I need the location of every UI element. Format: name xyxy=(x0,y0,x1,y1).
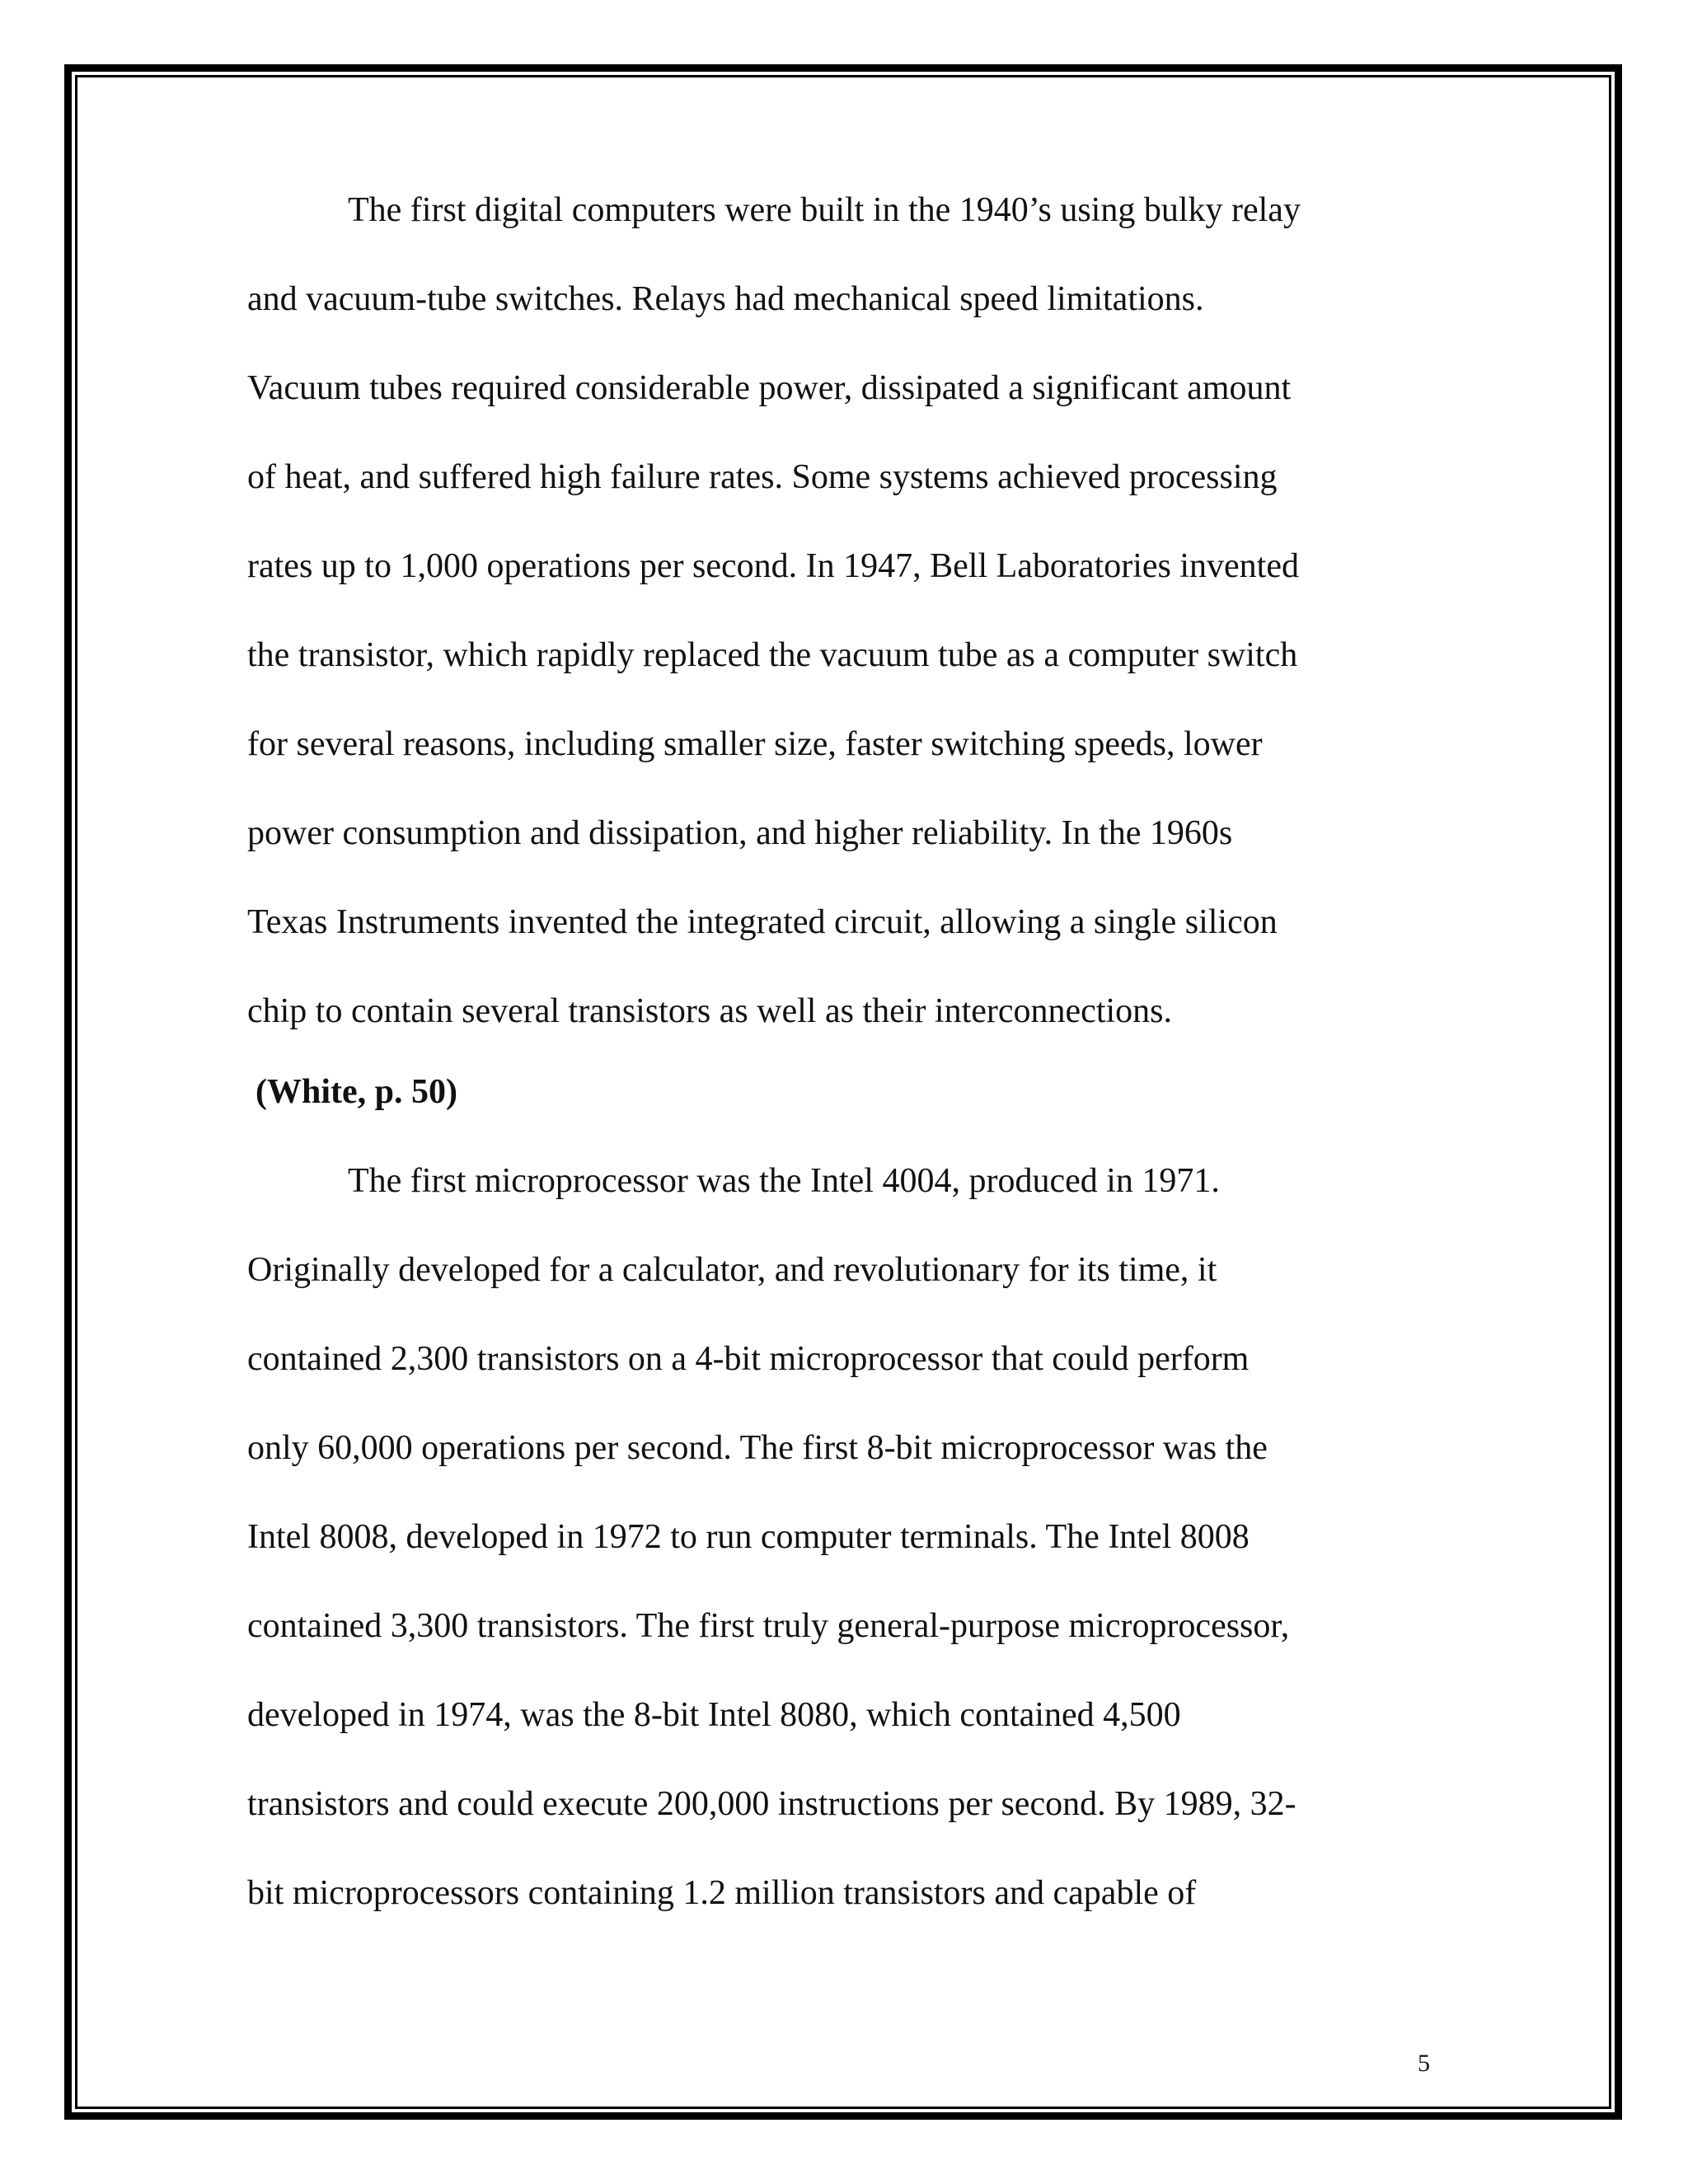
paragraph-2-line-9: bit microprocessors containing 1.2 million transistors and capable of xyxy=(247,1874,1197,1912)
paragraph-2-line-2: Originally developed for a calculator, and revolutionary for its time, it xyxy=(247,1251,1217,1289)
paragraph-2-line-6: contained 3,300 transistors. The first truly general-purpose microprocessor, xyxy=(247,1607,1290,1645)
paragraph-1-line-8: power consumption and dissipation, and higher reliability. In the 1960s xyxy=(247,814,1233,852)
page-number: 5 xyxy=(1418,2050,1430,2077)
paragraph-1-line-6: the transistor, which rapidly replaced the vacuum tube as a computer switch xyxy=(247,636,1298,674)
paragraph-2-line-8: transistors and could execute 200,000 instructions per second. By 1989, 32- xyxy=(247,1785,1296,1823)
paragraph-1-line-9: Texas Instruments invented the integrated circuit, allowing a single silicon xyxy=(247,903,1278,941)
paragraph-1-line-2: and vacuum-tube switches. Relays had mechanical speed limitations. xyxy=(247,280,1204,318)
paragraph-1-line-5: rates up to 1,000 operations per second. In 1947, Bell Laboratories invented xyxy=(247,547,1299,585)
paragraph-1-line-7: for several reasons, including smaller size, faster switching speeds, lower xyxy=(247,725,1263,763)
paragraph-1-line-10: chip to contain several transistors as well as their interconnections. xyxy=(247,992,1173,1030)
paragraph-2-line-7: developed in 1974, was the 8-bit Intel 8080, which contained 4,500 xyxy=(247,1696,1181,1734)
paragraph-1-line-3: Vacuum tubes required considerable power, dissipated a significant amount xyxy=(247,369,1292,407)
paragraph-2-line-4: only 60,000 operations per second. The first 8-bit microprocessor was the xyxy=(247,1429,1268,1467)
paragraph-2-line-3: contained 2,300 transistors on a 4-bit microprocessor that could perform xyxy=(247,1340,1250,1378)
paragraph-2-line-1: The first microprocessor was the Intel 4004, produced in 1971. xyxy=(348,1162,1220,1200)
paragraph-2-line-5: Intel 8008, developed in 1972 to run computer terminals. The Intel 8008 xyxy=(247,1518,1250,1556)
paragraph-1-line-4: of heat, and suffered high failure rates. Some systems achieved processing xyxy=(247,458,1278,496)
paragraph-1-line-1: The first digital computers were built in the 1940’s using bulky relay xyxy=(348,191,1301,229)
citation: (White, p. 50) xyxy=(256,1073,457,1111)
